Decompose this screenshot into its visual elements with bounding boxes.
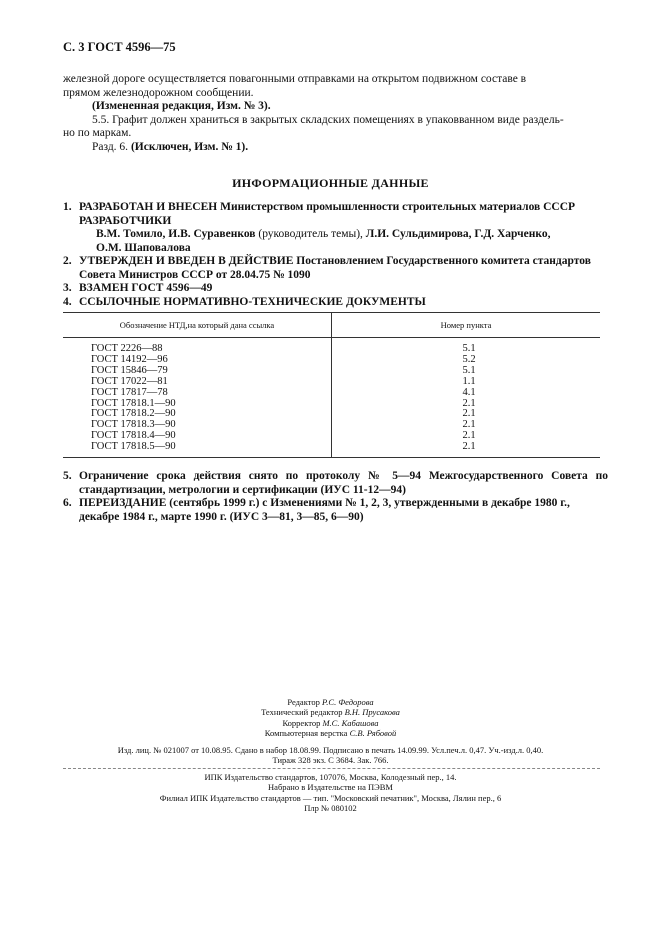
reference-table-header (63, 313, 600, 338)
ntd-cell: ГОСТ 17818.5—90 (63, 442, 332, 457)
point-cell: 2.1 (332, 442, 601, 457)
branch-line: Филиал ИПК Издательство стандартов — тип. "Московский печатник", Москва, Лялин пер., 6 (159, 792, 502, 803)
item-3-label: 3. (63, 282, 72, 294)
item-6-label: 6. (63, 497, 72, 509)
table-row (63, 377, 600, 388)
plr-line: Плр № 080102 (304, 803, 357, 814)
edition-note-3: (Измененная редакция, Изм. № 3). (92, 100, 271, 112)
point-cell: 2.1 (462, 397, 476, 409)
developers-names-2: Л.И. Сульдимирова, Г.Д. Харченко, (365, 228, 551, 240)
editor-name: Р.С. Федорова (321, 697, 374, 707)
ntd-cell: ГОСТ 17022—81 (63, 377, 332, 388)
corrector-line (0, 718, 661, 728)
items-5-6 (63, 470, 608, 524)
item-6-line-1 (63, 497, 608, 511)
point-cell: 5.1 (462, 343, 476, 354)
point-cell: 2.1 (462, 408, 476, 420)
ntd-cell: ГОСТ 14192—96 (63, 355, 332, 366)
item-4 (63, 296, 608, 310)
item-4-title: ССЫЛОЧНЫЕ НОРМАТИВНО-ТЕХНИЧЕСКИЕ ДОКУМЕНТЫ (79, 295, 426, 308)
para-5-5-line-1: 5.5. Графит должен храниться в закрытых складских помещениях в упаковванном виде раздель- (92, 113, 564, 126)
corrector-label: Корректор (282, 717, 321, 728)
col-point-number: Номер пункта (332, 313, 601, 338)
item-2-title: УТВЕРЖДЕН И ВВЕДЕН В ДЕЙСТВИЕ (79, 255, 294, 267)
para-5-5-line-2: но по маркам. (63, 127, 132, 139)
page-header: С. 3 ГОСТ 4596—75 (63, 40, 176, 54)
ntd-cell: ГОСТ 17818.4—90 (63, 431, 332, 442)
point-cell: 5.2 (462, 353, 476, 365)
publisher-line: ИПК Издательство стандартов, 107076, Москва, Колодезный пер., 14. (204, 772, 457, 782)
developers-names-3: О.М. Шаповалова (96, 241, 191, 254)
item-2-text-2: Совета Министров СССР от 28.04.75 № 1090 (79, 268, 311, 281)
imprint-credits (0, 697, 661, 739)
point-cell: 1.1 (462, 375, 476, 387)
item-1-label: 1. (63, 201, 72, 213)
point-cell: 4.1 (462, 386, 476, 398)
item-5-line-2: стандартизации, метрологии и сертификации (ИУС 11-12—94) (79, 483, 406, 496)
intro-text (63, 73, 608, 154)
item-3-title: ВЗАМЕН ГОСТ 4596—49 (79, 282, 213, 294)
editor-label: Редактор (287, 697, 320, 707)
typeset-line: Набрано в Издательстве на ПЭВМ (268, 782, 393, 793)
layout-name: С.В. Рябовой (349, 728, 397, 739)
col-ntd-designation: Обозначение НТД,на который дана ссылка (63, 313, 332, 338)
table-row (63, 338, 600, 355)
imprint-publishing (0, 745, 661, 766)
section-6-note (63, 141, 608, 155)
developers-names-1: В.М. Томило, И.В. Суравенков (96, 228, 256, 240)
item-1 (63, 201, 608, 215)
divider (63, 768, 600, 769)
tech-editor-line (0, 707, 661, 717)
ntd-cell: ГОСТ 15846—79 (63, 366, 332, 377)
editor-line (0, 697, 661, 707)
point-cell: 2.1 (462, 430, 476, 442)
table-row (63, 442, 600, 457)
intro-line-1: железной дороге осуществляется повагонными отправками на открытом подвижном составе в (63, 73, 527, 85)
ntd-cell: ГОСТ 17818.2—90 (63, 409, 332, 420)
tech-editor-name: В.Н. Прусакова (344, 707, 400, 718)
point-cell: 2.1 (462, 419, 476, 431)
item-6-text-1: ПЕРЕИЗДАНИЕ (сентябрь 1999 г.) с Изменениями № 1, 2, 3, утвержденными в декабре 1980 г., (79, 497, 570, 509)
license-line: Изд. лиц. № 021007 от 10.08.95. Сдано в набор 18.08.99. Подписано в печать 14.09.99. Усл.печ.л. 0,47. Уч.-изд.л. 0,40. (117, 745, 544, 755)
imprint-publisher (0, 772, 661, 814)
reference-table (63, 312, 600, 458)
info-items (63, 201, 608, 309)
intro-line-2: прямом железнодорожном сообщении. (63, 86, 254, 99)
corrector-name: М.С. Кабашова (322, 717, 379, 728)
tech-editor-label: Технический редактор (261, 707, 343, 718)
table-row (63, 388, 600, 399)
ntd-cell: ГОСТ 17817—78 (63, 388, 332, 399)
section-6-prefix: Разд. 6. (92, 140, 129, 153)
ntd-cell: ГОСТ 17818.3—90 (63, 420, 332, 431)
item-1-text: Министерством промышленности строительных материалов СССР (220, 201, 576, 213)
section-6-status: (Исключен, Изм. № 1). (130, 140, 249, 153)
ntd-cell: ГОСТ 2226—88 (63, 338, 332, 355)
developers-line (63, 228, 608, 242)
developers-label: РАЗРАБОТЧИКИ (79, 214, 172, 227)
item-5-label: 5. (63, 470, 72, 482)
item-2-text-1: Постановлением Государственного комитета стандартов (296, 255, 591, 267)
print-run-line: Тираж 328 экз. С 3684. Зак. 766. (272, 755, 389, 766)
developers-role: (руководитель темы), (258, 228, 363, 240)
item-3 (63, 282, 608, 296)
item-6-line-2: декабре 1984 г., марте 1990 г. (ИУС 3—81, 3—85, 6—90) (79, 510, 364, 523)
item-2-label: 2. (63, 255, 72, 267)
ntd-cell: ГОСТ 17818.1—90 (63, 399, 332, 410)
info-title: ИНФОРМАЦИОННЫЕ ДАННЫЕ (232, 176, 429, 190)
item-1-title: РАЗРАБОТАН И ВНЕСЕН (79, 201, 218, 213)
layout-line (0, 728, 661, 738)
item-5-text-1: Ограничение срока действия снято по протоколу № 5—94 Межгосударственного Совета по (79, 470, 608, 482)
layout-label: Компьютерная верстка (264, 728, 348, 739)
item-5-line-1 (63, 470, 608, 484)
point-cell: 5.1 (462, 364, 476, 376)
item-2 (63, 255, 608, 269)
item-4-label: 4. (63, 295, 72, 308)
